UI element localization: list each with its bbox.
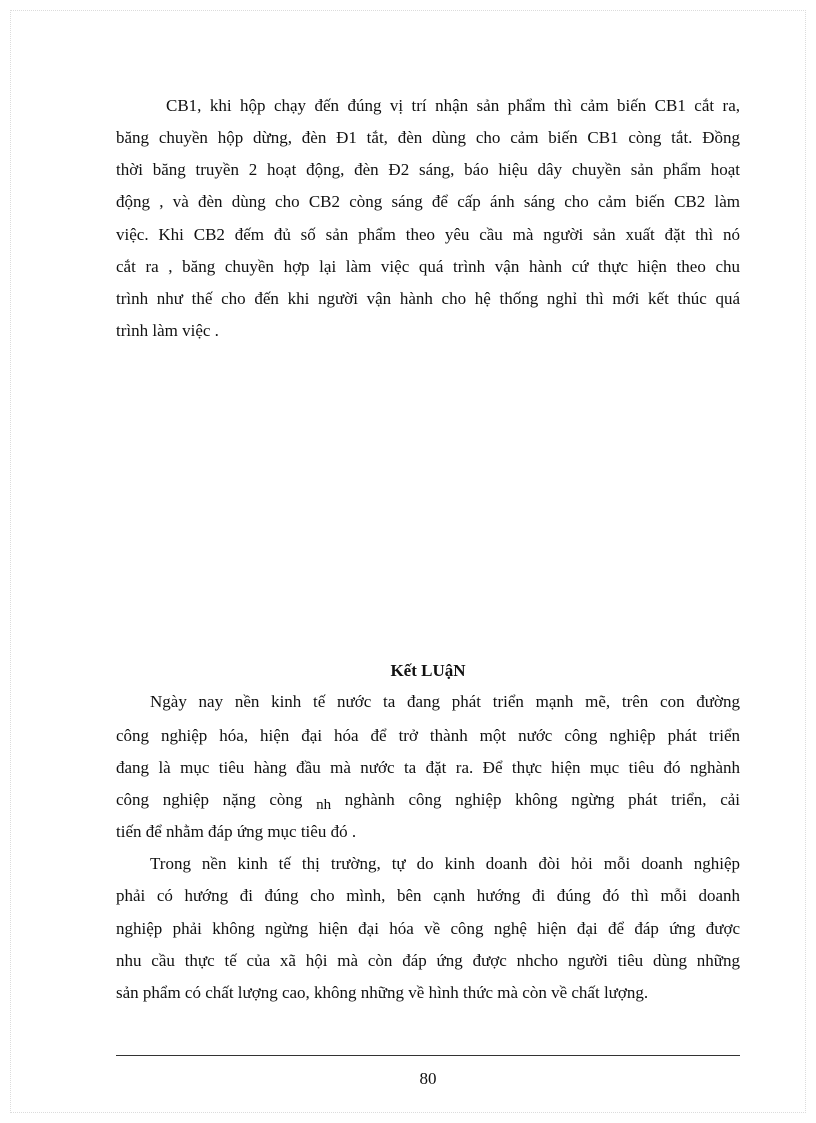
text-fragment: công nghiệp nặng còng <box>116 790 303 809</box>
text-line: phải có hướng đi đúng cho mình, bên cạnh hướng đi đúng đó thì mỗi doanh <box>116 886 740 905</box>
page-number: 80 <box>419 1069 437 1088</box>
text-line: đang là mục tiêu hàng đầu mà nước ta đặt ra. Để thực hiện mục tiêu đó nghành <box>116 758 740 777</box>
text-line: trình như thế cho đến khi người vận hành cho hệ thống nghỉ thì mới kết thúc quá <box>116 289 740 308</box>
text-line: Trong nền kinh tế thị trường, tự do kinh doanh đòi hỏi mỗi doanh nghiệp <box>150 854 740 873</box>
text-line: thời băng truyền 2 hoạt động, đèn Đ2 sáng, báo hiệu dây chuyền sản phẩm hoạt <box>116 160 740 179</box>
text-line: trình làm việc . <box>116 321 219 340</box>
text-fragment: nghành công nghiệp không ngừng phát triển, cải <box>344 790 741 809</box>
text-line: động , và đèn dùng cho CB2 còng sáng để cấp ánh sáng cho cảm biến CB2 làm <box>116 192 740 211</box>
text-line <box>116 789 740 812</box>
text-line: CB1, khi hộp chạy đến đúng vị trí nhận sản phẩm thì cảm biến CB1 cắt ra, <box>166 96 740 115</box>
text-line: sản phẩm có chất lượng cao, không những về hình thức mà còn về chất lượng. <box>116 983 649 1002</box>
text-line: băng chuyền hộp dừng, đèn Đ1 tắt, đèn dùng cho cảm biến CB1 còng tắt. Đồng <box>116 128 740 147</box>
text-line: công nghiệp hóa, hiện đại hóa để trở thành một nước công nghiệp phát triển <box>116 726 740 745</box>
text-line: nghiệp phải không ngừng hiện đại hóa về công nghệ hiện đại để đáp ứng được <box>116 919 740 938</box>
section-heading: Kết LUậN <box>390 661 466 680</box>
footer-divider <box>116 1055 740 1056</box>
text-line: nhu cầu thực tế của xã hội mà còn đáp ứng được nhcho người tiêu dùng những <box>116 951 740 970</box>
text-line: tiến để nhằm đáp ứng mục tiêu đó . <box>116 822 357 841</box>
text-fragment-subscript: nh <box>316 797 332 813</box>
text-line: cắt ra , băng chuyền hợp lại làm việc quá trình vận hành cứ thực hiện theo chu <box>116 257 740 276</box>
text-line: Ngày nay nền kinh tế nước ta đang phát triển mạnh mẽ, trên con đường <box>150 692 740 711</box>
text-line: việc. Khi CB2 đếm đủ số sản phẩm theo yêu cầu mà người sản xuất đặt thì nó <box>116 225 740 244</box>
